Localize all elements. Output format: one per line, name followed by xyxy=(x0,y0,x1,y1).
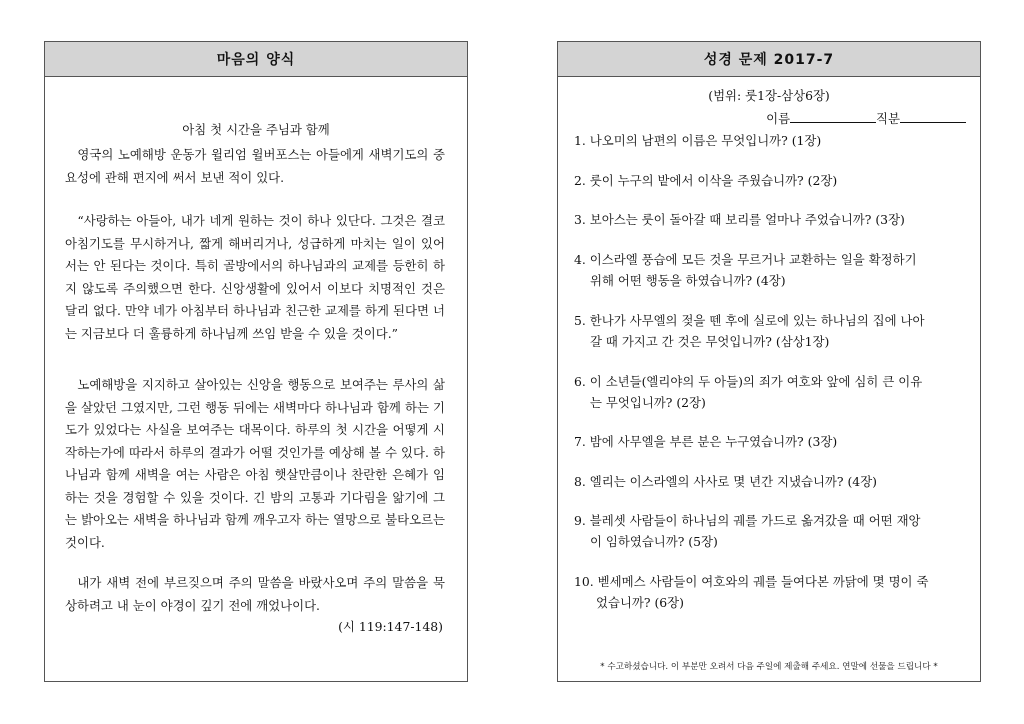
devotional-paragraph-3: 노예해방을 지지하고 살아있는 신앙을 행동으로 보여주는 루사의 삶을 살았던 그였지만, 그런 행동 뒤에는 새벽마다 하나님과 함께 하는 기도가 있었다는 사실을 보여주는 대목이다. 하루의 첫 시간을 어떻게 시작하는가에 따라서 하루의 결과가 어떨 것인가를 예상해 볼 수 있다. 하나님과 함께 새벽을 여는 사람은 아침 햇살만큼이나 찬란한 은혜가 임하는 것을 경험할 수 있을 것이다. 긴 밤의 고통과 기다림을 앎기에 그는 밝아오는 새벽을 하나님과 함께 깨우고자 하는 열망으로 불타오르는 것이다. xyxy=(65,377,445,550)
quiz-header: 성경 문제 2017-7 xyxy=(558,42,980,77)
devotional-header: 마음의 양식 xyxy=(45,42,467,77)
quiz-footnote: * 수고하셨습니다. 이 부분만 오려서 다음 주일에 제출해 주세요. 연말에 선물을 드립니다 * xyxy=(600,662,938,672)
question-10: 10. 벧세메스 사람들이 여호와의 궤를 들여다본 까닭에 몇 명이 죽 었습니까? (6장) xyxy=(574,574,929,610)
devotional-title: 아침 첫 시간을 주님과 함께 xyxy=(182,122,330,137)
name-blank[interactable] xyxy=(790,108,876,123)
scripture-verse: 내가 새벽 전에 부르짖으며 주의 말씀을 바랐사오며 주의 말씀을 묵상하려고 내 눈이 야경이 깊기 전에 깨었나이다. xyxy=(65,575,445,613)
question-3: 3. 보아스는 룻이 돌아갈 때 보리를 얼마나 주었습니까? (3장) xyxy=(574,212,905,227)
quiz-range: (범위: 룻1장-삼상6장) xyxy=(708,88,830,103)
question-6: 6. 이 소년들(엘리야의 두 아들)의 죄가 여호와 앞에 심히 큰 이유 는 무엇입니까? (2장) xyxy=(574,374,923,410)
title-blank[interactable] xyxy=(900,108,966,123)
question-8: 8. 엘리는 이스라엘의 사사로 몇 년간 지냈습니까? (4장) xyxy=(574,474,877,489)
question-4: 4. 이스라엘 풍습에 모든 것을 무르거나 교환하는 일을 확정하기 위해 어떤 행동을 하였습니까? (4장) xyxy=(574,252,917,288)
question-9: 9. 블레셋 사람들이 하나님의 궤를 가드로 옮겨갔을 때 어떤 재앙 이 임하였습니까? (5장) xyxy=(574,513,921,549)
scripture-citation: (시 119:147-148) xyxy=(338,619,443,634)
question-2: 2. 룻이 누구의 밭에서 이삭을 주웠습니까? (2장) xyxy=(574,173,838,188)
quiz-panel xyxy=(557,41,981,682)
title-label: 직분 xyxy=(876,111,900,126)
devotional-paragraph-1: 영국의 노예해방 운동가 윌리엄 윌버포스는 아들에게 새벽기도의 중요성에 관해 편지에 써서 보낸 적이 있다. xyxy=(65,147,445,185)
question-1: 1. 나오미의 남편의 이름은 무엇입니까? (1장) xyxy=(574,133,822,148)
name-label: 이름 xyxy=(766,111,791,126)
question-5: 5. 한나가 사무엘의 젖을 뗀 후에 실로에 있는 하나님의 집에 나아 갈 때 가지고 간 것은 무엇입니까? (삼상1장) xyxy=(574,313,925,349)
question-7: 7. 밤에 사무엘을 부른 분은 누구였습니까? (3장) xyxy=(574,434,838,449)
name-title-fields xyxy=(766,108,966,127)
devotional-panel xyxy=(44,41,468,682)
devotional-quote: “사랑하는 아들아, 내가 네게 원하는 것이 하나 있단다. 그것은 결코 아침기도를 무시하거나, 짧게 해버리거나, 성급하게 마치는 일이 있어서는 안 된다는 것이다. 특히 골방에서의 하나님과의 교제를 등한히 하지 않도록 주의했으면 한다. 신앙생활에 있어서 이보다 치명적인 것은 달리 없다. 만약 네가 아침부터 하나님과 친근한 교제를 하게 된다면 너는 지금보다 더 훌륭하게 하나님께 쓰임 받을 수 있을 것이다.” xyxy=(65,213,445,341)
